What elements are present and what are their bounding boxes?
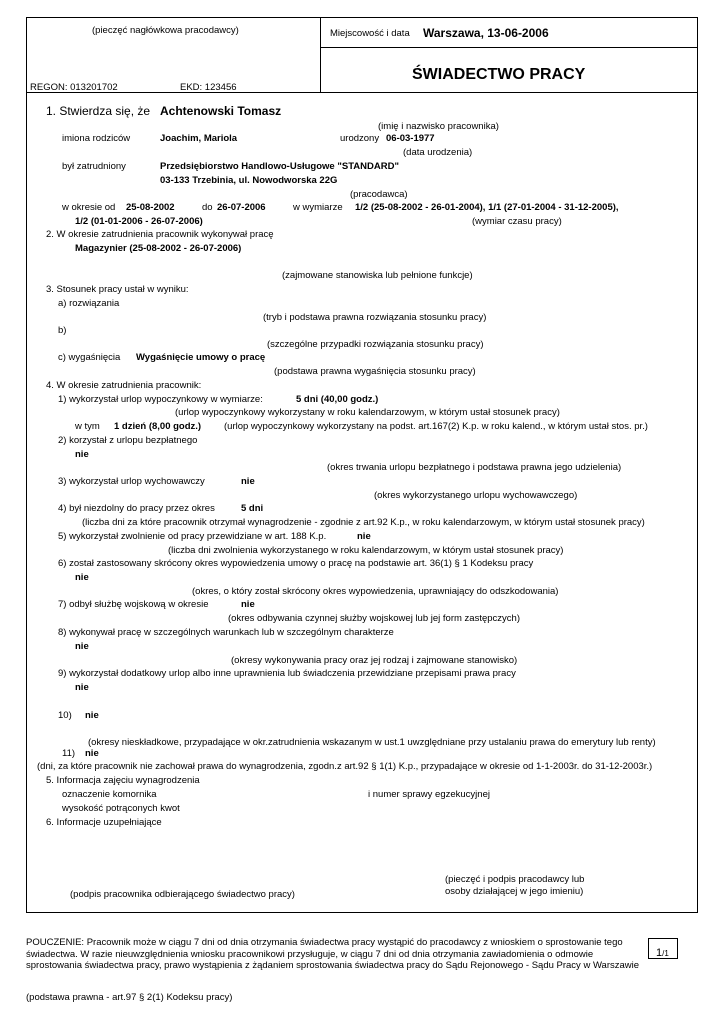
- s4-p9-label: 9) wykorzystał dodatkowy urlop albo inne uprawnienia lub świadczenia przewidziane przepisami prawa pracy: [58, 668, 516, 679]
- s4-p1-incl-caption: (urlop wypoczynkowy wykorzystany na podst. art.167(2) K.p. w roku kalend., w którym ustał stos. pr.): [224, 421, 648, 432]
- period-from-label: w okresie od: [62, 202, 116, 213]
- s6-label: 6. Informacje uzupełniające: [46, 817, 162, 828]
- s4-p2-value: nie: [75, 449, 89, 460]
- s4-p6-label: 6) został zastosowany skrócony okres wypowiedzenia umowy o pracę na podstawie art. 36(1) § 1 Kodeksu pracy: [58, 558, 534, 569]
- s4-p2-label: 2) korzystał z urlopu bezpłatnego: [58, 435, 198, 446]
- s4-p6-value: nie: [75, 572, 89, 583]
- s2-caption: (zajmowane stanowiska lub pełnione funkcje): [282, 270, 473, 281]
- s4-p3-label: 3) wykorzystał urlop wychowawczy: [58, 476, 205, 487]
- dimension-value2: 1/2 (01-01-2006 - 26-07-2006): [75, 216, 203, 227]
- period-from: 25-08-2002: [126, 202, 175, 213]
- s3-c-value: Wygaśnięcie umowy o pracę: [136, 352, 266, 363]
- page-number: [656, 943, 669, 961]
- s3-a-caption: (tryb i podstawa prawna rozwiązania stosunku pracy): [263, 312, 487, 323]
- stamp-label: (pieczęć nagłówkowa pracodawcy): [92, 25, 239, 36]
- s3-label: 3. Stosunek pracy ustał w wyniku:: [46, 284, 189, 295]
- s1-intro: 1. Stwierdza się, że: [46, 104, 151, 118]
- s4-p8-label: 8) wykonywał pracę w szczególnych warunkach lub w szczególnym charakterze: [58, 627, 394, 638]
- s5-case-label: i numer sprawy egzekucyjnej: [368, 789, 490, 800]
- s4-p11-value: nie: [85, 748, 99, 759]
- employed-label: był zatrudniony: [62, 161, 126, 172]
- s5-bailiff-label: oznaczenie komornika: [62, 789, 157, 800]
- s4-p10-value: nie: [85, 710, 99, 721]
- s4-p11-label: 11): [62, 748, 76, 759]
- dimension-value1: 1/2 (25-08-2002 - 26-01-2004), 1/1 (27-01-2004 - 31-12-2005),: [355, 202, 619, 213]
- s4-p5-value: nie: [357, 531, 371, 542]
- employer-signature-line2: osoby działającej w jego imieniu): [445, 886, 584, 897]
- employee-name: Achtenowski Tomasz: [160, 104, 282, 118]
- header-divider: [320, 47, 698, 48]
- parents-value: Joachim, Mariola: [160, 133, 238, 144]
- s4-p1-caption: (urlop wypoczynkowy wykorzystany w roku kalendarzowym, w którym ustał stosunek pracy): [175, 407, 560, 418]
- document-title: ŚWIADECTWO PRACY: [412, 66, 586, 83]
- s4-p11-caption: (dni, za które pracownik nie zachował prawa do wynagrodzenia, zgodn.z art.92 § 1(1) K.p., przypadające w okresie od 1-1-2003r. do 31-12-2003r.): [37, 761, 653, 772]
- s3-c-label: c) wygaśnięcia: [58, 352, 121, 363]
- place-date-value: Warszawa, 13-06-2006: [423, 26, 549, 40]
- s4-p7-value: nie: [241, 599, 255, 610]
- s4-p3-caption: (okres wykorzystanego urlopu wychowawczego): [374, 490, 578, 501]
- footer-notice: POUCZENIE: Pracownik może w ciągu 7 dni od dnia otrzymania świadectwa pracy wystąpić do pracodawcy z wnioskiem o sprostowanie tego świadectwa. W razie nieuwzględnienia wniosku pracownikowi przysługuje, w ciągu 7 dni od dnia otrzymania zawiadomienia o odmowie sprostowania świadectwa pracy, prawo wystąpienia z żądaniem sprostowania świadectwa pracy do Sądu Rejonowego - Sądu Pracy w Warszawie: [26, 937, 640, 971]
- born-value: 06-03-1977: [386, 133, 435, 144]
- employee-signature: (podpis pracownika odbierającego świadectwo pracy): [70, 889, 295, 900]
- s4-p5-caption: (liczba dni zwolnienia wykorzystanego w roku kalendarzowym, w którym ustał stosunek pracy): [168, 545, 564, 556]
- employer-caption: (pracodawca): [350, 189, 408, 200]
- s4-p4-value: 5 dni: [241, 503, 264, 514]
- employer-line1: Przedsiębiorstwo Handlowo-Usługowe "STANDARD": [160, 161, 399, 172]
- employer-signature-line1: (pieczęć i podpis pracodawcy lub: [445, 874, 585, 885]
- s4-p2-caption: (okres trwania urlopu bezpłatnego i podstawa prawna jego udzielenia): [327, 462, 622, 473]
- dimension-label: w wymiarze: [293, 202, 343, 213]
- s4-p7-caption: (okres odbywania czynnej służby wojskowej lub jej form zastępczych): [228, 613, 520, 624]
- employee-name-caption: (imię i nazwisko pracownika): [378, 121, 499, 132]
- s4-p8-value: nie: [75, 641, 89, 652]
- s4-label: 4. W okresie zatrudnienia pracownik:: [46, 380, 202, 391]
- s4-p8-caption: (okresy wykonywania pracy oraz jej rodzaj i zajmowane stanowisko): [231, 655, 518, 666]
- s2-label: 2. W okresie zatrudnienia pracownik wykonywał pracę: [46, 229, 274, 240]
- s4-p10-caption: (okresy nieskładkowe, przypadające w okr.zatrudnienia wskazanym w ust.1 uwzględniane przy ustalaniu prawa do emerytury lub renty): [88, 737, 656, 748]
- page-total: /1: [662, 949, 669, 958]
- born-caption: (data urodzenia): [403, 147, 473, 158]
- s4-p1-label: 1) wykorzystał urlop wypoczynkowy w wymiarze:: [58, 394, 263, 405]
- s4-p7-label: 7) odbył służbę wojskową w okresie: [58, 599, 209, 610]
- born-label: urodzony: [340, 133, 380, 144]
- period-to-label: do: [202, 202, 213, 213]
- s4-p5-label: 5) wykorzystał zwolnienie od pracy przewidziane w art. 188 K.p.: [58, 531, 327, 542]
- place-date-label: Miejscowość i data: [330, 28, 410, 39]
- s4-p4-label: 4) był niezdolny do pracy przez okres: [58, 503, 215, 514]
- s4-p9-value: nie: [75, 682, 89, 693]
- employer-line2: 03-133 Trzebinia, ul. Nowodworska 22G: [160, 175, 338, 186]
- s2-value: Magazynier (25-08-2002 - 26-07-2006): [75, 243, 242, 254]
- s4-p6-caption: (okres, o który został skrócony okres wypowiedzenia, uprawniający do odszkodowania): [192, 586, 559, 597]
- page-current: 1: [656, 947, 663, 959]
- s3-b-label: b): [58, 325, 67, 336]
- s3-b-caption: (szczególne przypadki rozwiązania stosunku pracy): [267, 339, 484, 350]
- ekd: EKD: 123456: [180, 82, 237, 93]
- dimension-caption: (wymiar czasu pracy): [472, 216, 562, 227]
- s4-p1-incl-label: w tym: [75, 421, 100, 432]
- parents-label: imiona rodziców: [62, 133, 131, 144]
- s5-amount-label: wysokość potrąconych kwot: [62, 803, 180, 814]
- s5-label: 5. Informacja zajęciu wynagrodzenia: [46, 775, 200, 786]
- s4-p3-value: nie: [241, 476, 255, 487]
- s4-p10-label: 10): [58, 710, 72, 721]
- s4-p1-value: 5 dni (40,00 godz.): [296, 394, 379, 405]
- legal-basis: (podstawa prawna - art.97 § 2(1) Kodeksu pracy): [26, 992, 233, 1003]
- s4-p1-incl-value: 1 dzień (8,00 godz.): [114, 421, 202, 432]
- s4-p4-caption: (liczba dni za które pracownik otrzymał wynagrodzenie - zgodnie z art.92 K.p., w roku kalendarzowym, w którym ustał stosunek pracy): [82, 517, 645, 528]
- period-to: 26-07-2006: [217, 202, 266, 213]
- s3-a-label: a) rozwiązania: [58, 298, 120, 309]
- s3-c-caption: (podstawa prawna wygaśnięcia stosunku pracy): [274, 366, 476, 377]
- regon: REGON: 013201702: [30, 82, 118, 93]
